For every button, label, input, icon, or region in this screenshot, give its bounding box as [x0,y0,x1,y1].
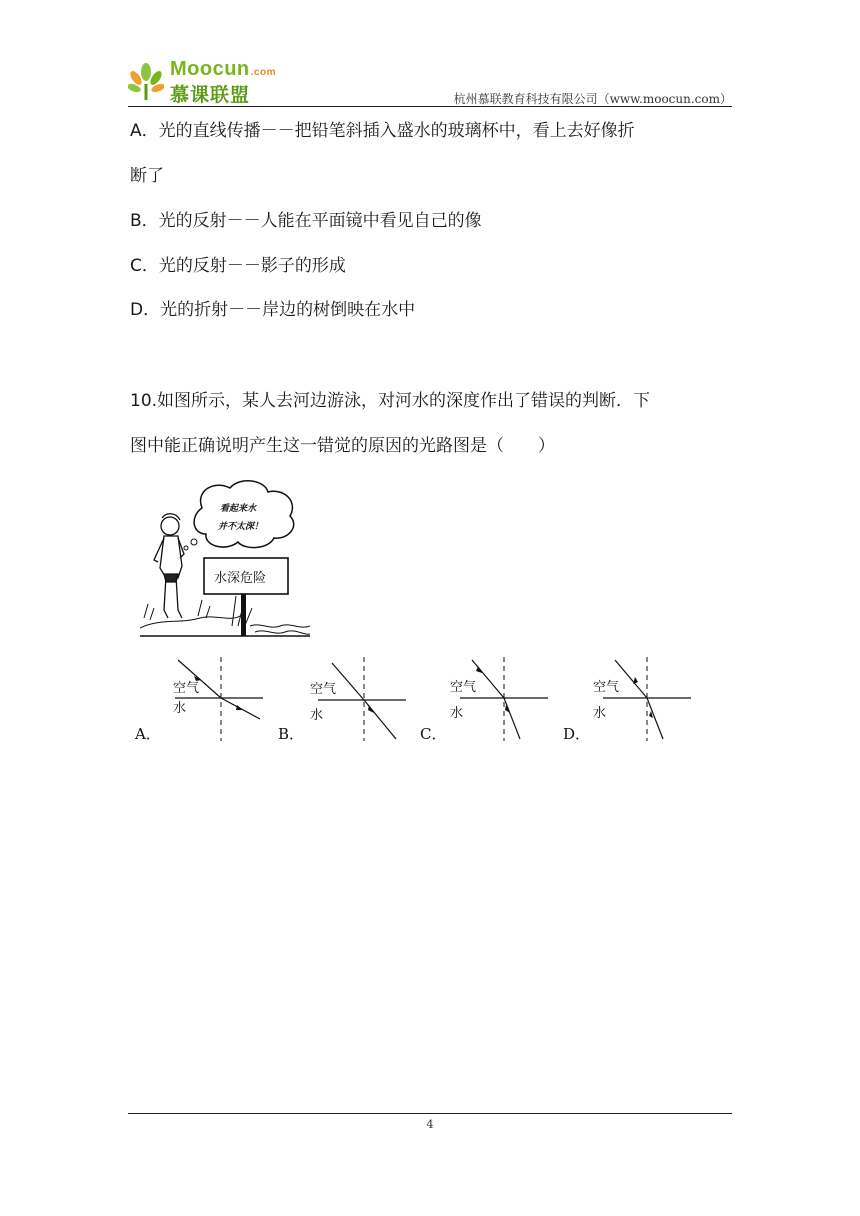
warning-sign-text: 水深危险 [214,571,267,586]
option-letter: D． [563,725,591,743]
option-b: B．光的反射－－人能在平面镜中看见自己的像 [130,211,482,231]
air-label: 空气 [593,680,620,695]
swimmer-cartoon [140,478,310,642]
ray-arrow-icon [476,666,482,673]
diagram-b [276,655,406,745]
option-letter: A． [135,725,161,743]
warning-sign-post [241,594,246,636]
water-label: 水 [310,708,324,723]
footer-divider [128,1113,732,1114]
diagram-d [561,655,691,745]
option-d: D．光的折射－－岸边的树倒映在水中 [130,300,416,320]
header-divider [128,106,732,107]
water-label: 水 [173,701,187,716]
question-10-line1: 10.如图所示，某人去河边游泳，对河水的深度作出了错误的判断．下 [130,391,651,411]
water-label: 水 [593,706,607,721]
thought-cloud [194,481,294,548]
company-name: 杭州慕联教育科技有限公司（www.moocun.com） [453,92,732,106]
ray-arrow-icon [633,677,638,684]
air-label: 空气 [310,682,337,697]
water-label: 水 [450,706,464,721]
option-letter: C． [420,725,447,743]
option-letter: B． [278,725,305,743]
air-label: 空气 [450,680,477,695]
ray-arrow-icon [236,705,243,710]
diagram-a [133,655,263,745]
air-label: 空气 [173,681,200,696]
option-c: C．光的反射－－影子的形成 [130,256,346,276]
page-number: 4 [426,1118,434,1131]
diagram-c [418,655,548,745]
option-a-line2: 断了 [130,166,164,186]
question-10-line2: 图中能正确说明产生这一错觉的原因的光路图是（ ） [130,436,555,456]
option-a-line1: A．光的直线传播－－把铅笔斜插入盛水的玻璃杯中，看上去好像折 [130,121,635,141]
moocun-logo-icon [128,62,164,102]
logo-wordmark: Moocun.com [170,58,276,80]
logo-chinese-name: 慕课联盟 [170,84,251,106]
cloud-text-line1: 看起来水 [220,504,257,514]
riverbank [140,596,310,636]
cloud-text-line2: 并不太深！ [218,522,264,532]
ray-arrow-icon [368,705,374,713]
swimmer-figure [154,514,184,618]
